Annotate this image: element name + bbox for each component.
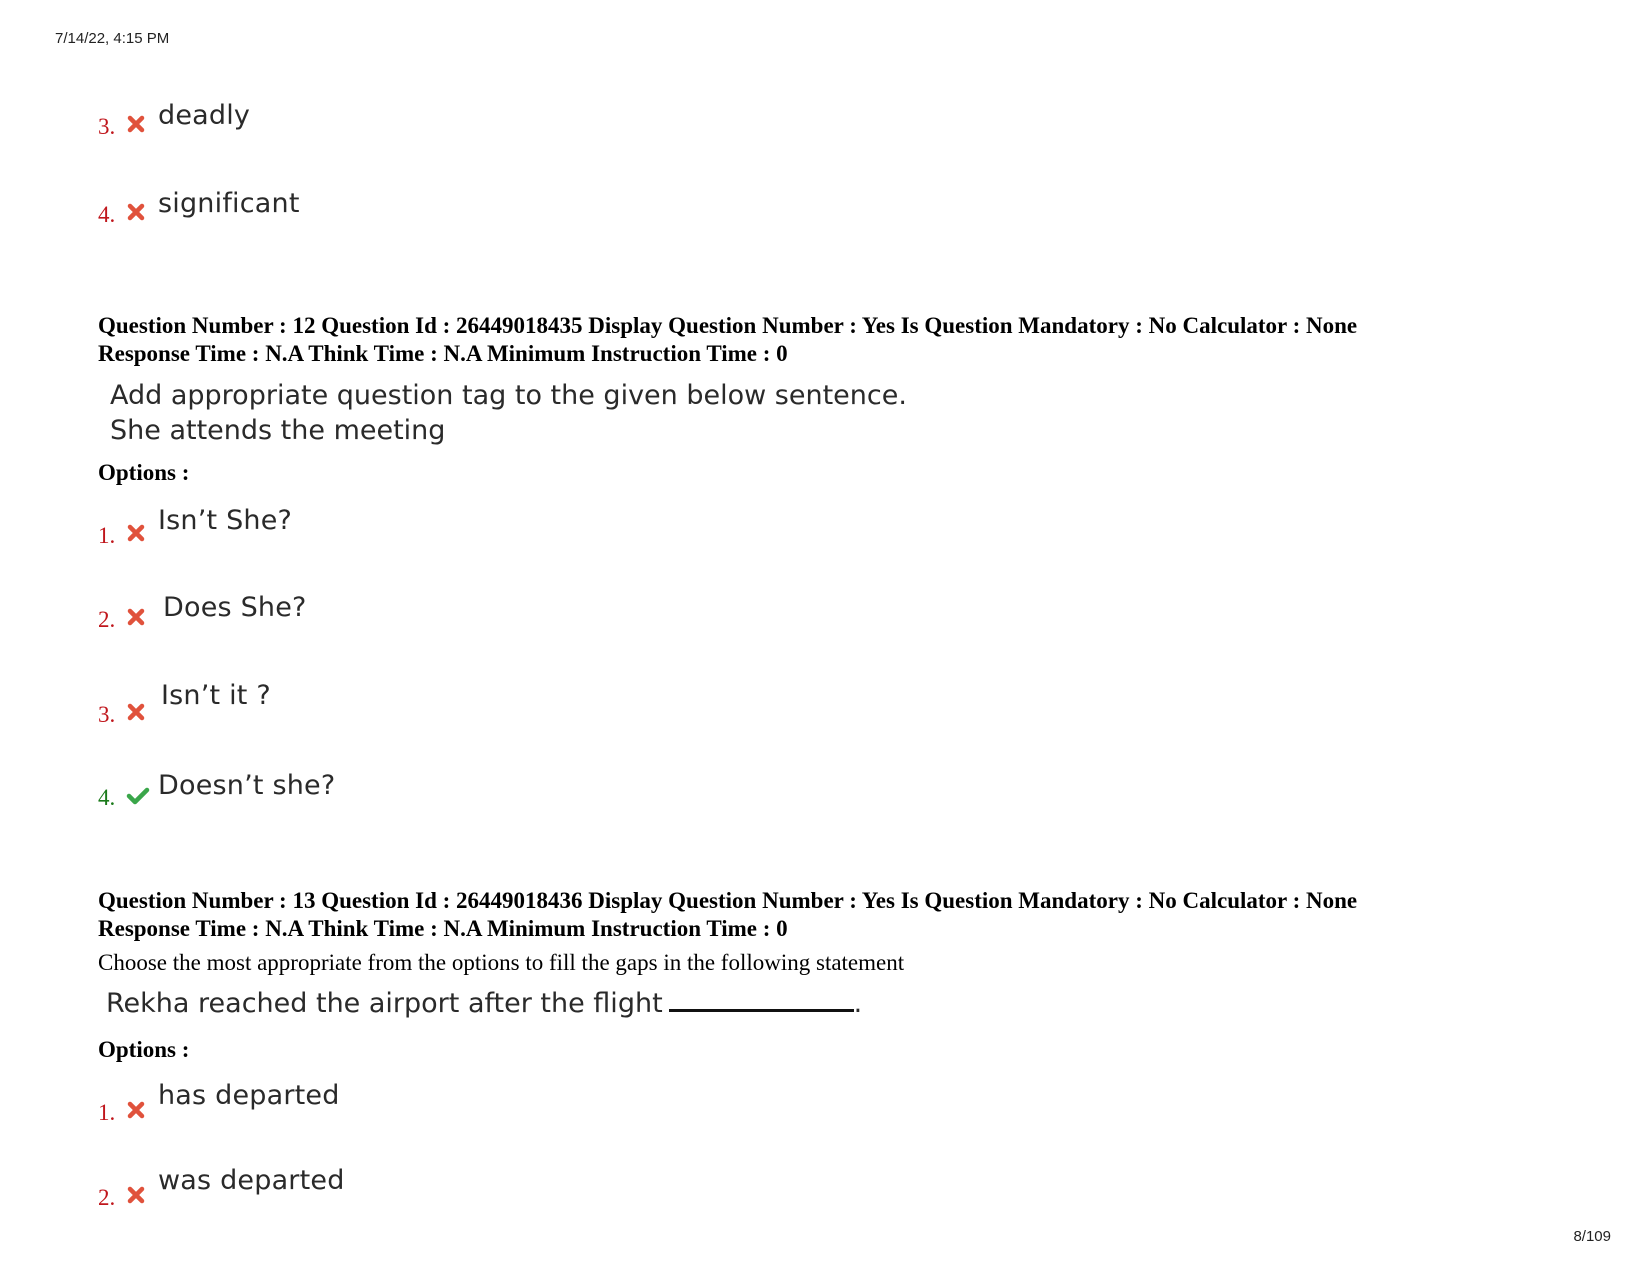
cross-icon — [126, 114, 146, 134]
cross-icon — [126, 607, 146, 627]
option-number: 4. — [98, 785, 116, 810]
question-stem-line: Add appropriate question tag to the given below sentence. — [110, 380, 907, 411]
print-timestamp: 7/14/22, 4:15 PM — [55, 30, 170, 47]
fill-blank — [669, 985, 854, 1012]
option-number: 2. — [98, 1185, 116, 1210]
question-meta-line: Response Time : N.A Think Time : N.A Minimum Instruction Time : 0 — [98, 916, 788, 941]
option-text: deadly — [158, 100, 251, 131]
option-text: has departed — [158, 1080, 340, 1111]
question-stem-end: . — [853, 988, 863, 1019]
page-number: 8/109 — [1573, 1228, 1611, 1245]
question-meta-line: Response Time : N.A Think Time : N.A Minimum Instruction Time : 0 — [98, 341, 788, 366]
cross-icon — [126, 1185, 146, 1205]
option-text: Does She? — [163, 592, 307, 623]
option-text: Isn’t it ? — [161, 680, 271, 711]
question-stem-text: Rekha reached the airport after the flight — [106, 988, 663, 1019]
cross-icon — [126, 702, 146, 722]
option-number: 2. — [98, 607, 116, 632]
cross-icon — [126, 1100, 146, 1120]
question-instruction: Choose the most appropriate from the options to fill the gaps in the following statement — [98, 950, 905, 975]
option-number: 3. — [98, 702, 116, 727]
question-12-meta — [98, 312, 1598, 368]
question-meta-line: Question Number : 12 Question Id : 26449018435 Display Question Number : Yes Is Question Mandatory : No Calculator : None — [98, 313, 1358, 338]
option-number: 1. — [98, 1100, 116, 1125]
option-number: 3. — [98, 114, 116, 139]
question-stem-line: She attends the meeting — [110, 415, 446, 446]
options-label: Options : — [98, 1037, 190, 1062]
option-number: 1. — [98, 523, 116, 548]
cross-icon — [126, 202, 146, 222]
option-text: Isn’t She? — [158, 505, 293, 536]
question-meta-line: Question Number : 13 Question Id : 26449018436 Display Question Number : Yes Is Question Mandatory : No Calculator : None — [98, 888, 1358, 913]
cross-icon — [126, 523, 146, 543]
option-text: significant — [158, 188, 300, 219]
options-label: Options : — [98, 460, 190, 485]
question-13-meta — [98, 887, 1598, 943]
option-text: Doesn’t she? — [158, 770, 336, 801]
option-number: 4. — [98, 202, 116, 227]
option-text: was departed — [158, 1165, 345, 1196]
checkmark-icon — [126, 786, 150, 806]
question-stem — [106, 985, 862, 1019]
